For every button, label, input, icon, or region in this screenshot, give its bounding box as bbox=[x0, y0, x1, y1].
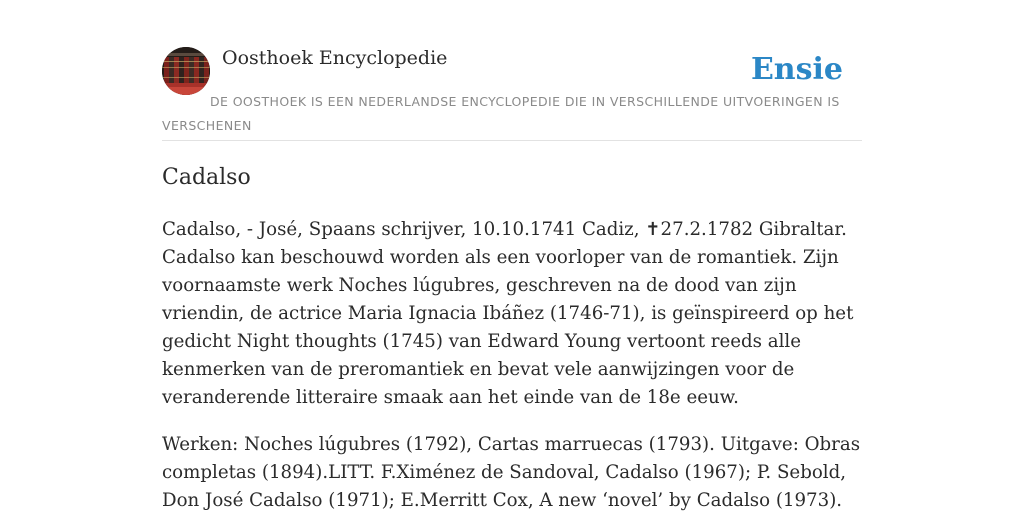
article-body bbox=[162, 216, 868, 512]
ensie-logo-link[interactable]: Ensie bbox=[750, 52, 843, 87]
article-paragraph: Cadalso, - José, Spaans schrijver, 10.10.1741 Cadiz, ✝27.2.1782 Gibraltar. Cadalso kan beschouwd worden als een voorloper van de romantiek. Zijn voornaamste werk Noches lúgubres, geschreven na de dood van zijn vriendin, de actrice Maria Ignacia Ibáñez (1746-71), is geïnspireerd op het gedicht Night thoughts (1745) van Edward Young vertoont reeds alle kenmerken van de preromantiek en bevat vele aanwijzingen voor de veranderende litteraire smaak aan het einde van de 18e eeuw. bbox=[162, 219, 854, 408]
bookshelf-image bbox=[162, 47, 210, 95]
article-paragraph: Werken: Noches lúgubres (1792), Cartas marruecas (1793). Uitgave: Obras completas (1894).LITT. F.Ximénez de Sandoval, Cadalso (1967); P. Sebold, Don José Cadalso (1971); E.Merritt Cox, A new ‘novel’ by Cadalso (1973). bbox=[162, 434, 861, 511]
site-header bbox=[162, 46, 862, 141]
avatar[interactable] bbox=[162, 47, 210, 95]
page-title: Cadalso bbox=[162, 165, 251, 190]
site-name-link[interactable]: Oosthoek Encyclopedie bbox=[222, 47, 448, 69]
site-tagline: DE OOSTHOEK IS EEN NEDERLANDSE ENCYCLOPEDIE DIE IN VERSCHILLENDE UITVOERINGEN IS VERSCHENEN bbox=[162, 94, 840, 133]
